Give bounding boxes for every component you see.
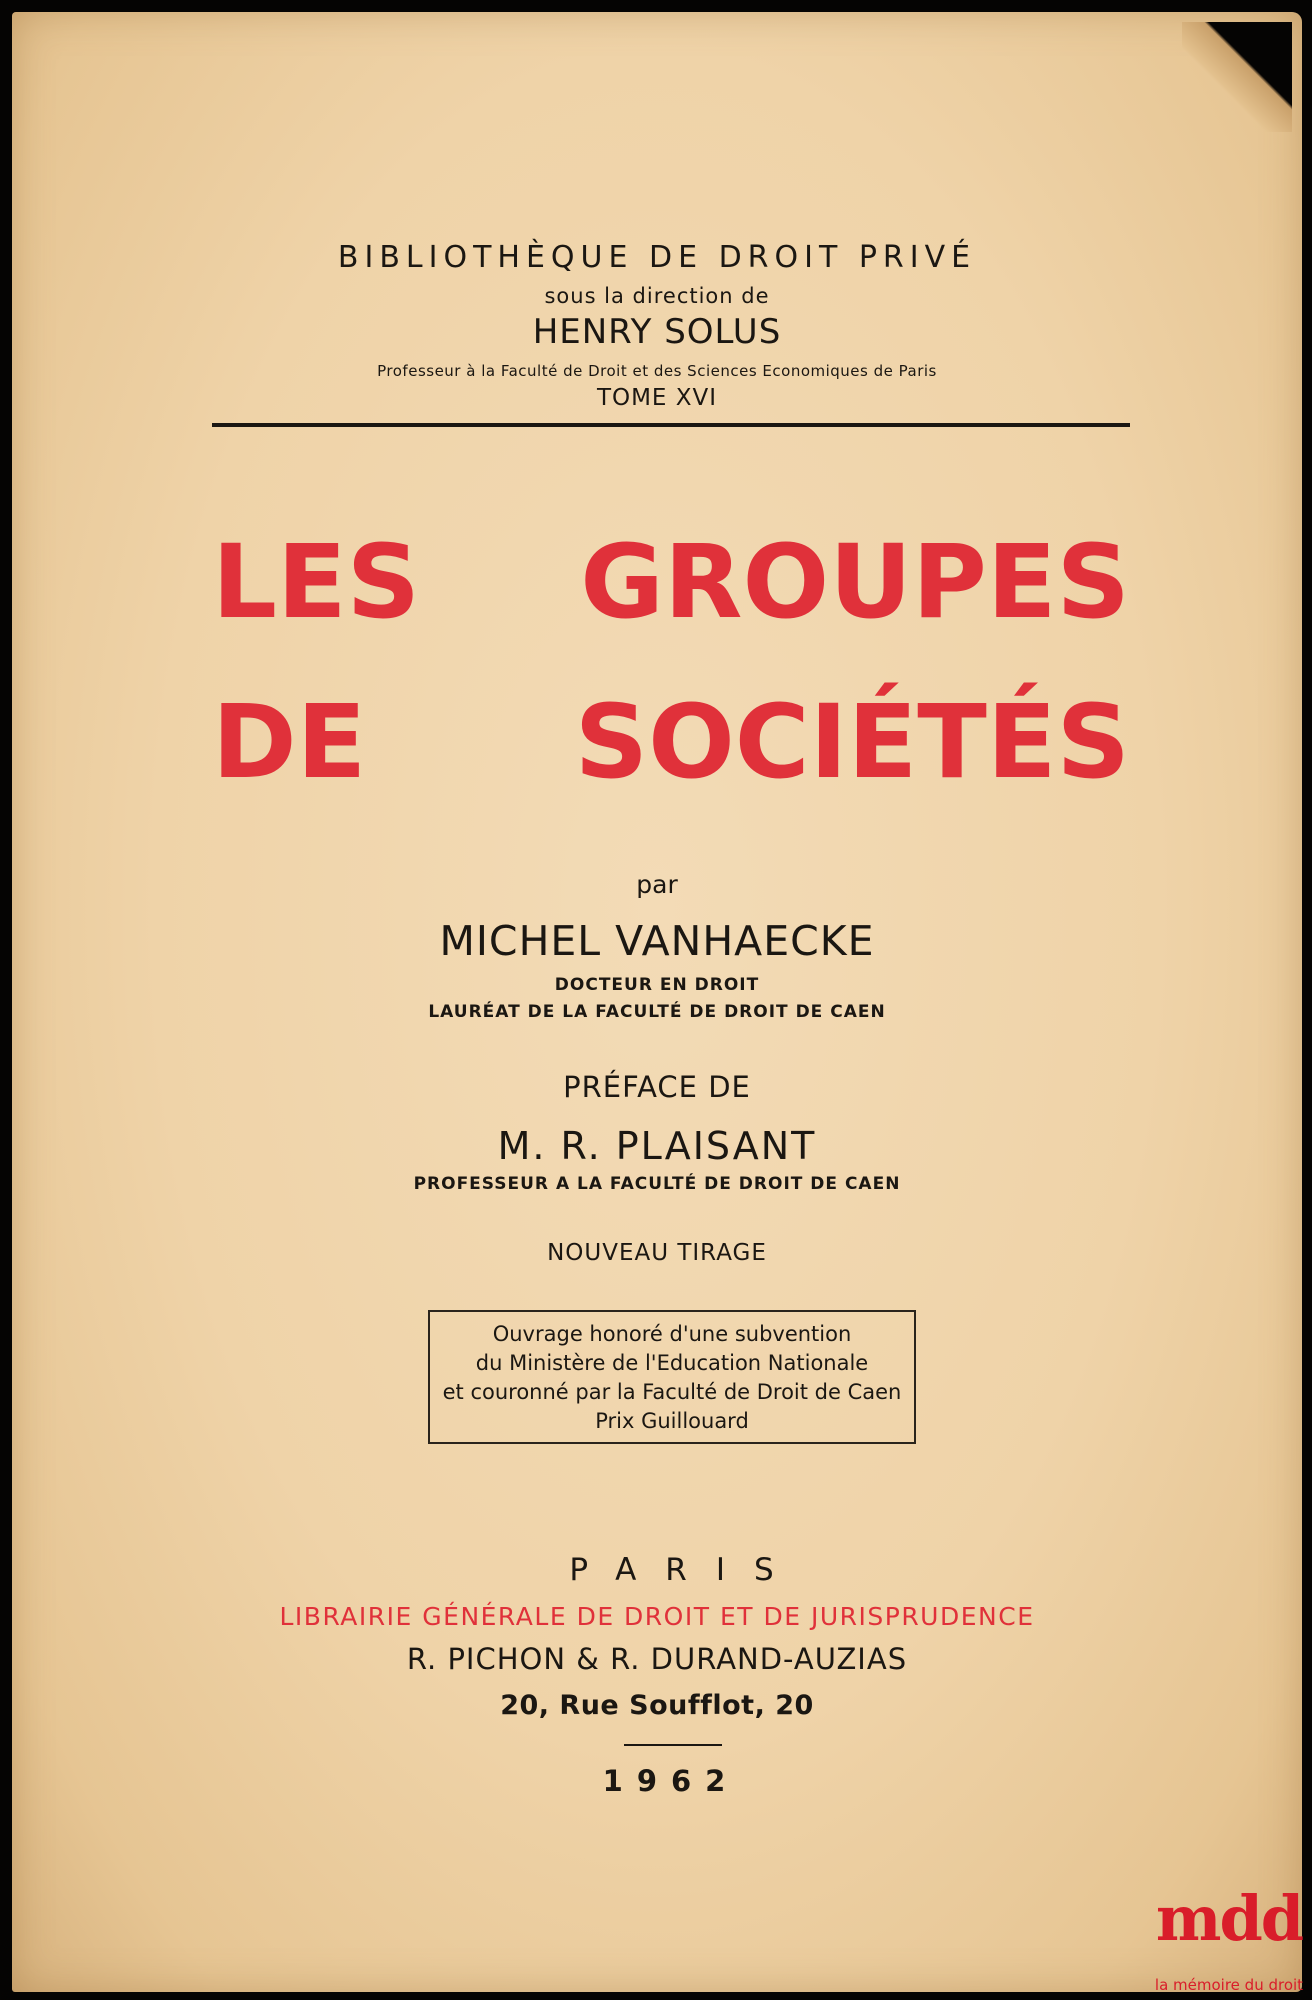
title-word: GROUPES	[580, 523, 1130, 642]
award-line: du Ministère de l'Education Nationale	[475, 1351, 869, 1375]
mdd-logo	[1154, 1882, 1304, 2000]
author-degree: DOCTEUR EN DROIT	[554, 975, 760, 995]
book-title-line-2	[212, 683, 1130, 802]
title-word: SOCIÉTÉS	[574, 683, 1130, 802]
author-name: MICHEL VANHAECKE	[439, 917, 875, 965]
award-line: Ouvrage honoré d'une subvention	[492, 1322, 852, 1346]
series-title: BIBLIOTHÈQUE DE DROIT PRIVÉ	[337, 240, 977, 275]
preface-author: M. R. PLAISANT	[497, 1124, 817, 1168]
book-title-line-1	[212, 523, 1130, 642]
publisher-name: LIBRAIRIE GÉNÉRALE DE DROIT ET DE JURISPRUDENCE	[279, 1602, 1035, 1631]
award-line: et couronné par la Faculté de Droit de Caen	[442, 1380, 902, 1404]
direction-label: sous la direction de	[544, 284, 770, 308]
publisher-address: 20, Rue Soufflot, 20	[500, 1690, 814, 1721]
preface-author-title: PROFESSEUR A LA FACULTÉ DE DROIT DE CAEN	[413, 1174, 901, 1194]
author-award: LAURÉAT DE LA FACULTÉ DE DROIT DE CAEN	[428, 1002, 886, 1022]
director-title: Professeur à la Faculté de Droit et des Sciences Economiques de Paris	[377, 362, 937, 380]
book-cover	[12, 12, 1302, 1992]
award-line: Prix Guillouard	[595, 1409, 749, 1433]
title-word: LES	[212, 523, 421, 642]
logo-mark: mdd	[1155, 1882, 1303, 1955]
title-word: DE	[212, 683, 367, 802]
series-director: HENRY SOLUS	[532, 312, 782, 352]
imprint-city: PARIS	[569, 1552, 803, 1588]
folded-corner	[1182, 22, 1292, 132]
publisher-owners: R. PICHON & R. DURAND-AUZIAS	[406, 1642, 908, 1676]
publication-year: 1962	[602, 1764, 740, 1798]
volume-number: TOME XVI	[596, 385, 718, 411]
imprint-rule	[624, 1744, 722, 1746]
printing-note: NOUVEAU TIRAGE	[547, 1240, 767, 1266]
by-label: par	[636, 870, 678, 899]
preface-label: PRÉFACE DE	[563, 1070, 751, 1104]
header-rule	[212, 423, 1130, 427]
logo-tagline: la mémoire du droit	[1154, 1976, 1304, 1994]
award-box	[428, 1310, 916, 1444]
